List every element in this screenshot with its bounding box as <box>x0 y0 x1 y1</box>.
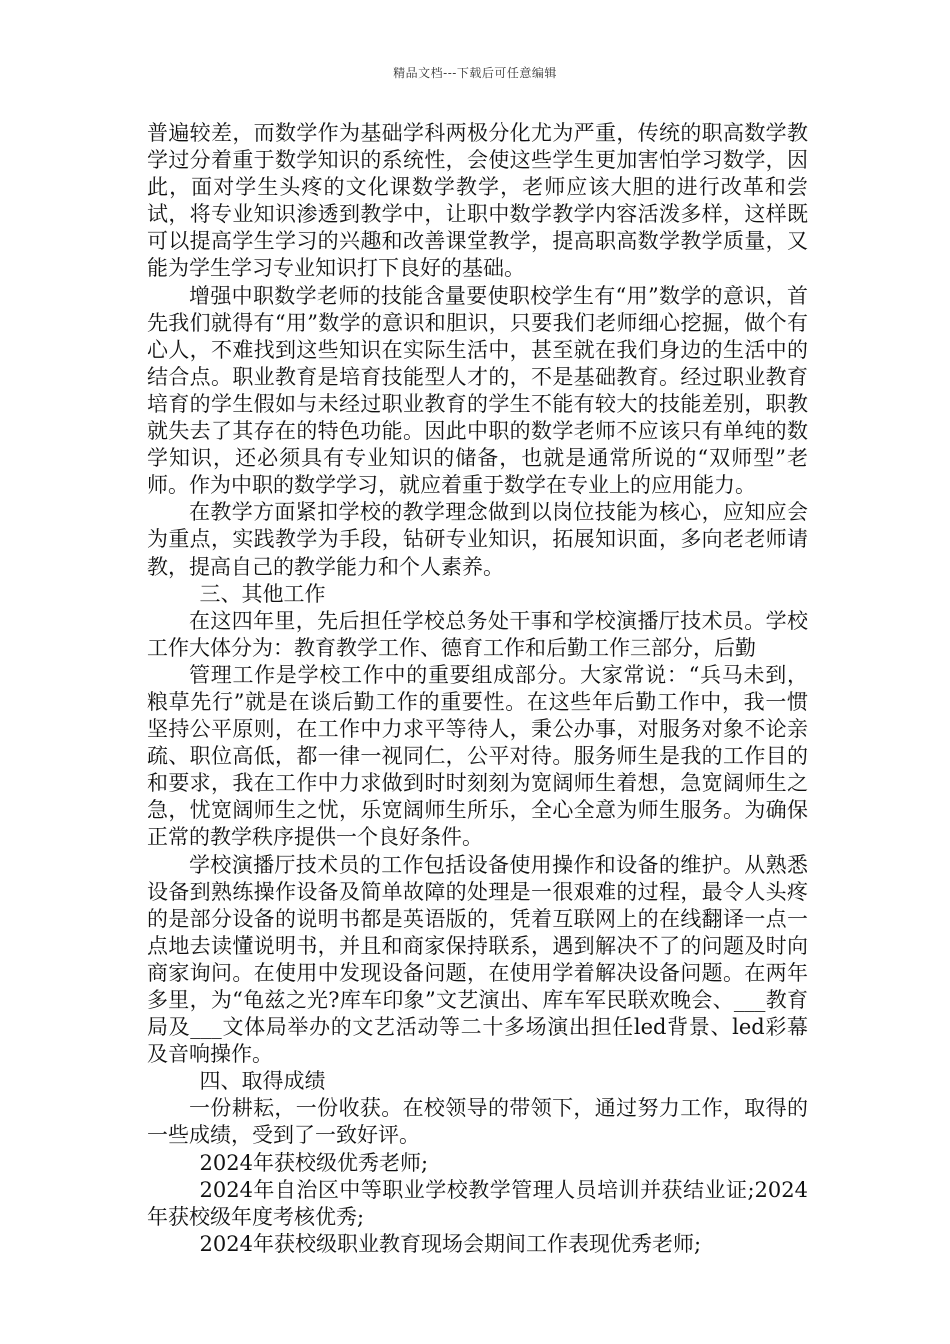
body-paragraph: 一份耕耘，一份收获。在校领导的带领下，通过努力工作，取得的一些成绩，受到了一致好评。 <box>147 1096 808 1148</box>
body-paragraph: 在教学方面紧扣学校的教学理念做到以岗位技能为核心，应知应会为重点，实践教学为手段，钻研专业知识，拓展知识面，多向老老师请教，提高自己的教学能力和个人素养。 <box>147 500 808 579</box>
page-header: 精品文档---下载后可任意编辑 <box>393 66 557 80</box>
section-heading: 三、其他工作 <box>199 581 326 606</box>
body-paragraph: 在这四年里，先后担任学校总务处干事和学校演播厅技术员。学校工作大体分为：教育教学工作、德育工作和后勤工作三部分，后勤 <box>147 608 808 660</box>
achievement-item: 2024年获校级优秀老师; <box>199 1150 429 1175</box>
body-paragraph: 增强中职数学老师的技能含量要使职校学生有“用”数学的意识，首先我们就得有“用”数学的意识和胆识，只要我们老师细心挖掘，做个有心人，不难找到这些知识在实际生活中，甚至就在我们身边的生活中的结合点。职业教育是培育技能型人才的，不是基础教育。经过职业教育培育的学生假如与未经过职业教育的学生不能有较大的技能差别，职教就失去了其存在的特色功能。因此中职的数学老师不应该只有单纯的数学知识，还必须具有专业知识的储备，也就是通常所说的“双师型”老师。作为中职的数学学习，就应着重于数学在专业上的应用能力。 <box>147 283 808 498</box>
document-body <box>147 120 808 1258</box>
body-paragraph: 管理工作是学校工作中的重要组成部分。大家常说：“兵马未到，粮草先行”就是在谈后勤工作的重要性。在这些年后勤工作中，我一惯坚持公平原则，在工作中力求平等待人，秉公办事，对服务对象不论亲疏、职位高低，都一律一视同仁，公平对待。服务师生是我的工作目的和要求，我在工作中力求做到时时刻刻为宽阔师生着想，急宽阔师生之急，忧宽阔师生之忧，乐宽阔师生所乐，全心全意为师生服务。为确保正常的教学秩序提供一个良好条件。 <box>147 662 808 850</box>
section-heading: 四、取得成绩 <box>199 1069 326 1094</box>
achievement-item: 2024年获校级职业教育现场会期间工作表现优秀老师; <box>199 1231 702 1256</box>
body-paragraph: 普遍较差，而数学作为基础学科两极分化尤为严重，传统的职高数学教学过分着重于数学知识的系统性，会使这些学生更加害怕学习数学，因此，面对学生头疼的文化课数学教学，老师应该大胆的进行改革和尝试，将专业知识渗透到教学中，让职中数学教学内容活泼多样，这样既可以提高学生学习的兴趣和改善课堂教学，提高职高数学教学质量，又能为学生学习专业知识打下良好的基础。 <box>147 121 808 281</box>
body-paragraph: 学校演播厅技术员的工作包括设备使用操作和设备的维护。从熟悉设备到熟练操作设备及简单故障的处理是一很艰难的过程，最令人头疼的是部分设备的说明书都是英语版的，凭着互联网上的在线翻译一点一点地去读懂说明书，并且和商家保持联系，遇到解决不了的问题及时向商家询问。在使用中发现设备问题，在使用学着解决设备问题。在两年多里，为“龟兹之光?库车印象”文艺演出、库车军民联欢晚会、___教育局及___文体局举办的文艺活动等二十多场演出担任led背景、led彩幕及音响操作。 <box>147 852 808 1067</box>
achievement-item: 2024年自治区中等职业学校教学管理人员培训并获结业证;2024年获校级年度考核优秀; <box>147 1177 808 1229</box>
